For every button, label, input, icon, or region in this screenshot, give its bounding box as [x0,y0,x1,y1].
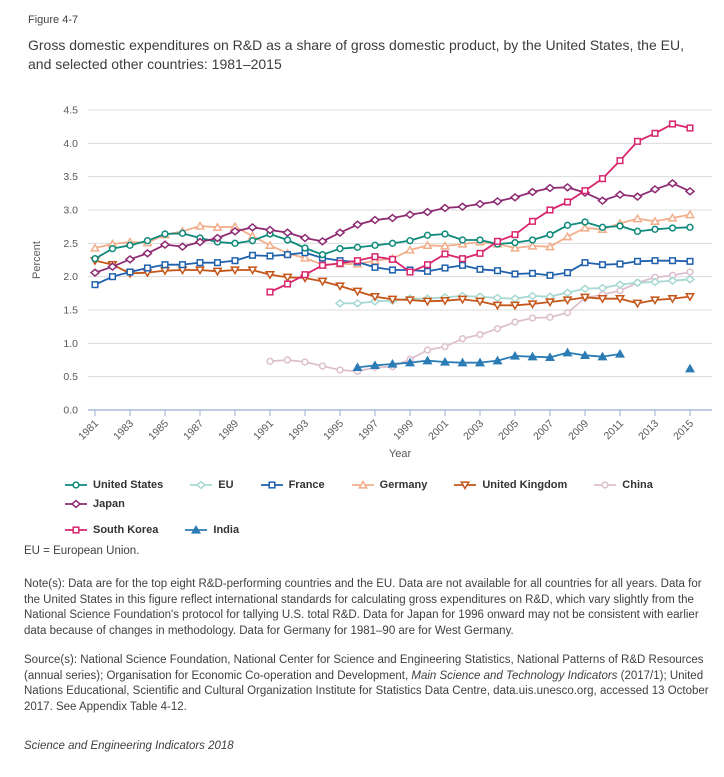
legend-marker-japan-icon [64,499,88,509]
y-tick-label: 1.0 [63,337,78,350]
legend-label: United States [93,479,164,491]
legend-item-south-korea [64,524,158,536]
legend-item-france [260,479,325,491]
legend-item-germany [351,479,428,491]
source-italic-title: Main Science and Technology Indicators [411,669,618,682]
y-tick-label: 4.0 [63,137,78,150]
series-india [354,349,694,371]
y-tick-label: 3.5 [63,171,78,184]
y-tick-label: 2.5 [63,237,78,250]
x-tick-label: 1987 [181,417,207,443]
legend-label: South Korea [93,524,159,536]
figure-notes: Note(s): Data are for the top eight R&D-performing countries and the EU. Data are not available for all countries for all years. Data for the United States in this figure reflect international standards for calculating gross expenditures on R&D, which vary slightly from the National Science Foundation's protocol for tallying U.S. total R&D. Data for Japan for 1996 onward may not be consistent with earlier data because of changes in methodology. Data for Germany for 1981–90 are for West Germany. [24,578,702,638]
legend-label: China [622,479,653,491]
legend-item-united-states [64,479,163,491]
x-tick-label: 1981 [76,417,102,443]
x-tick-label: 2005 [496,417,522,443]
publication-footer: Science and Engineering Indicators 2018 [24,740,234,752]
x-tick-label: 2015 [671,417,697,443]
source-text: Source(s): National Science Foundation, National Center for Science and Engineering Statistics, National Patterns of R&D Resources (annual series); Organisation for Economic Co-operation and Development, [24,654,704,682]
legend-item-china [593,479,653,491]
x-tick-label: 2013 [636,417,662,443]
legend-label: France [288,479,325,491]
x-tick-label: 1991 [251,417,277,443]
legend-marker-united-kingdom-icon [453,480,477,490]
legend-marker-france-icon [260,480,284,490]
chart-title [28,36,722,74]
chart-legend [64,479,716,536]
x-tick-label: 2001 [426,417,452,443]
eu-definition: EU = European Union. [24,545,140,557]
chart-title-line-2: and selected other countries: 1981–2015 [28,56,282,72]
x-tick-label: 2009 [566,417,592,443]
x-tick-label: 1985 [146,417,172,443]
legend-item-japan [64,498,125,510]
source-text-suffix: (2017/1); United Nations Educational, Scientific and Cultural Organization Institute for Statistics Data Centre, data.uis.unesco.org, accessed 13 October 2017. See Appendix Table 4-12. [24,669,709,714]
x-tick-label: 2007 [531,417,557,443]
x-tick-label: 2003 [461,417,487,443]
legend-label: Germany [379,479,428,491]
y-tick-label: 3.0 [63,204,78,217]
figure-sources [24,653,710,716]
rd-gdp-line-chart [0,95,724,469]
legend-item-united-kingdom [453,479,567,491]
x-axis-title: Year [388,448,412,460]
legend-item-india [184,524,239,536]
legend-label: EU [218,479,234,491]
legend-label: India [213,524,240,536]
legend-label: Japan [93,498,125,510]
legend-marker-china-icon [593,480,617,490]
legend-item-eu [189,479,233,491]
x-tick-label: 1989 [216,417,242,443]
x-tick-label: 1983 [111,417,137,443]
legend-marker-india-icon [184,525,208,535]
x-tick-label: 1993 [286,417,312,443]
y-tick-label: 4.5 [63,104,78,117]
chart-title-line-1: Gross domestic expenditures on R&D as a share of gross domestic product, by the United States, the EU, [28,37,684,53]
x-tick-label: 1995 [321,417,347,443]
y-tick-label: 0.0 [63,404,78,417]
figure-label: Figure 4-7 [28,14,79,26]
x-tick-label: 1997 [356,417,382,443]
legend-marker-south-korea-icon [64,525,88,535]
x-tick-label: 1999 [391,417,417,443]
y-tick-label: 2.0 [63,271,78,284]
series-line-china [270,272,690,371]
legend-marker-eu-icon [189,480,213,490]
y-tick-label: 1.5 [63,304,78,317]
x-tick-label: 2011 [601,417,627,443]
legend-marker-united-states-icon [64,480,88,490]
legend-marker-germany-icon [351,480,375,490]
y-axis-title: Percent [31,241,43,279]
y-tick-label: 0.5 [63,371,78,384]
series-markers-india [354,349,694,371]
legend-label: United Kingdom [482,479,568,491]
